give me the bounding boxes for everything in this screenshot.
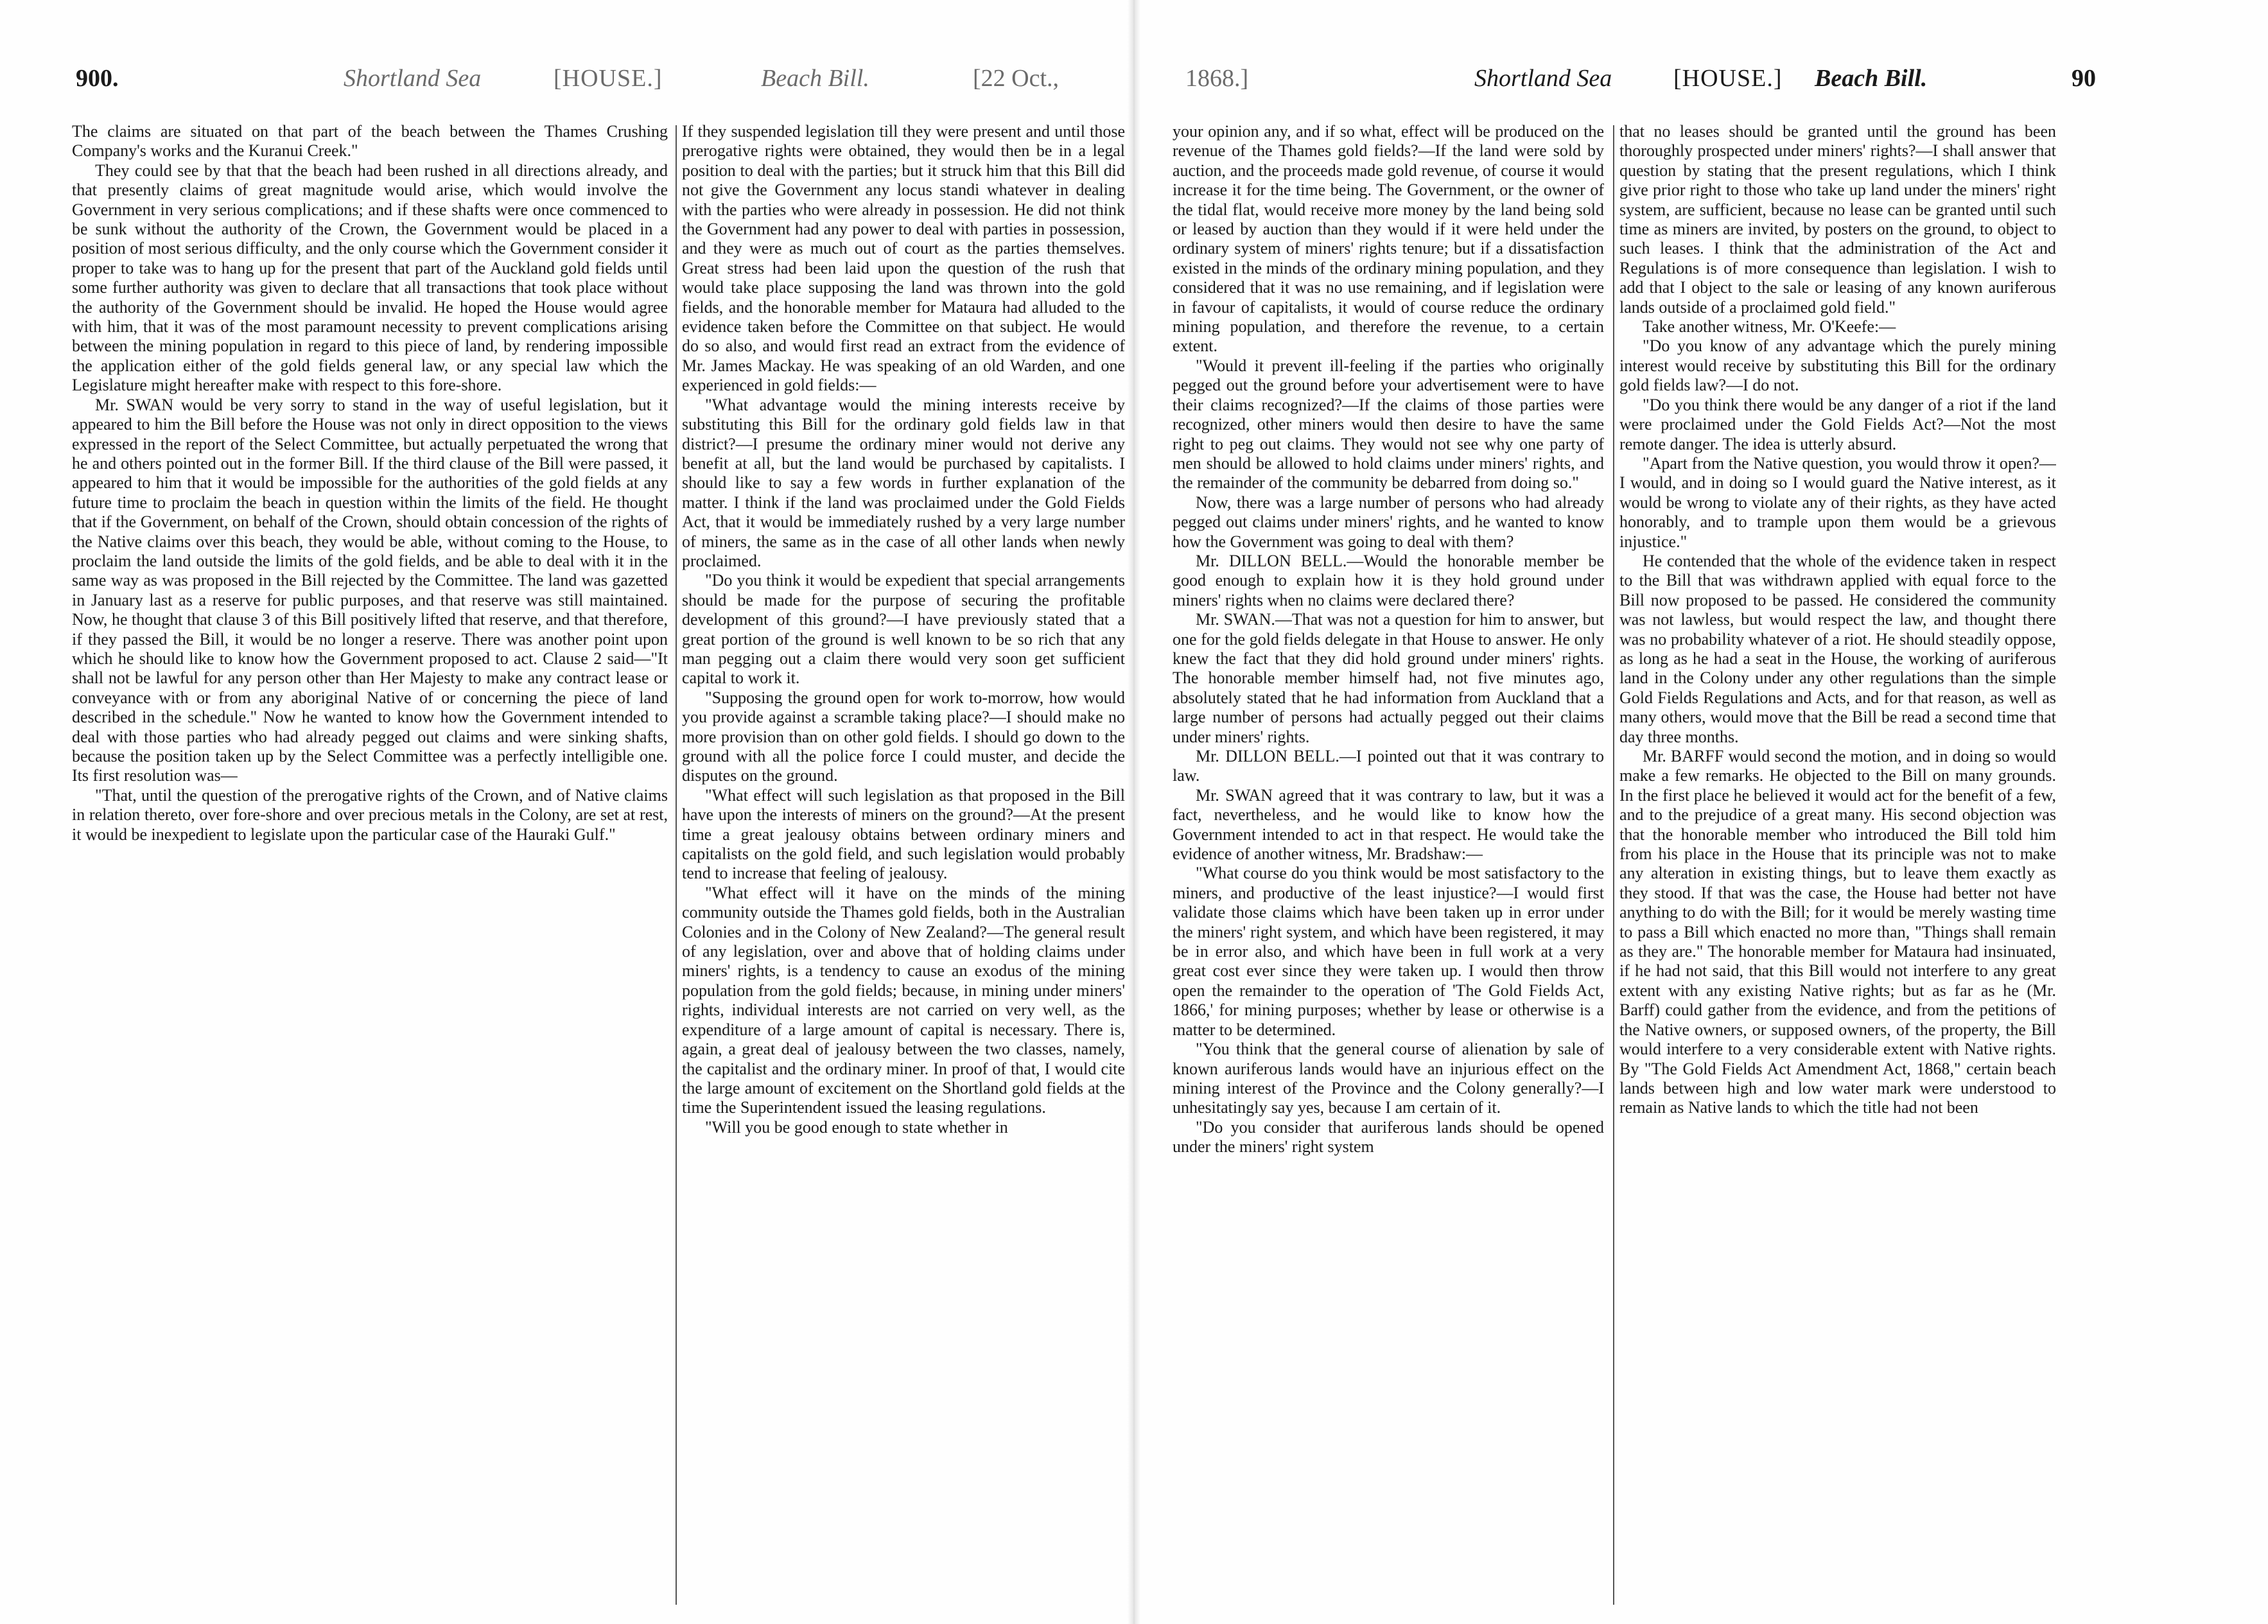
column-1 [72, 122, 668, 1611]
paragraph: Mr. BARFF would second the motion, and in doing so would make a few remarks. He objected to the Bill on many grounds. In the first place he believed it would act for the benefit of a few, and to the prejudice of a great many. His second objection was that the honorable member who introduced the Bill told him from his place in the House that its principle was not to make any alteration in existing things, but to leave them exactly as they stood. If that was the case, the House had better not have anything to do with the Bill; for it would be merely wasting time to pass a Bill which enacted no more than, "Things shall remain as they are." The honorable member for Mataura had insinuated, if he had not said, that this Bill would not interfere to any great extent with any existing Native rights; but as far as he (Mr. Barff) could gather from the evidence, and from the petitions of the Native owners, or supposed owners, of the property, the Bill would interfere to a very considerable extent with Native rights. By "The Gold Fields Act Amendment Act, 1868," certain beach lands between high and low water mark were understood to remain as Native lands to which the title had not been [1619, 747, 2056, 1117]
paragraph: "Apart from the Native question, you would throw it open?—I would, and in doing so I would guard the Native interest, as it would be wrong to violate any of their rights, as they have acted honorably, and to trample upon them would be a grievous injustice." [1619, 453, 2056, 551]
paragraph: They could see by that that the beach had been rushed in all directions already, and that presently claims of great magnitude would arise, which would involve the Government in very serious complications; and if these shafts were once commenced to be sunk without the authority of the Crown, the Government would be placed in a position of most serious difficulty, and the only course which the Government consider it proper to take was to hang up for the present that part of the Auckland gold fields until some further authority was given to declare that all transactions that took place without the authority of the Government should be invalid. He hoped the House would agree with him, that it was of the most paramount necessity to prevent complications arising between the mining population in regard to this piece of land, by rendering impossible the application either of the gold fields general law, or any special law which the Legislature might hereafter make with respect to this fore-shore. [72, 161, 668, 395]
paragraph: "You think that the general course of alienation by sale of known auriferous lands would have an injurious effect on the mining interest of the Province and the Colony generally?—I unhesitatingly say yes, because I am certain of it. [1173, 1040, 1604, 1117]
paragraph: "That, until the question of the prerogative rights of the Crown, and of Native claims in relation thereto, over fore-shore and over precious metals in the Colony, are set at rest, it would be inexpedient to legislate upon the particular case of the Hauraki Gulf." [72, 785, 668, 844]
paragraph: Mr. DILLON BELL.—I pointed out that it was contrary to law. [1173, 747, 1604, 785]
right-page-number: 90 [2072, 65, 2096, 92]
paragraph: "Would it prevent ill-feeling if the parties who originally pegged out the ground before your advertisement were to have their claims recognized?—If the claims of those parties were recognized, other miners would then desire to have the same right to peg out claims. They would not see why one party of men should be allowed to hold claims under miners' rights, and the remainder of the community be debarred from doing so." [1173, 356, 1604, 493]
paragraph: Mr. DILLON BELL.—Would the honorable member be good enough to explain how it is they hold ground under miners' rights when no claims were declared there? [1173, 551, 1604, 609]
paragraph: "Will you be good enough to state whether in [705, 1117, 1008, 1137]
paragraph: If they suspended legislation till they were present and until those prerogative rights were obtained, they would then be in a legal position to deal with the parties; but it struck him that this Bill did not give the Government any locus standi whatever in dealing with the parties who were already in possession. He did not think the Government had any power to deal with parties in possession, and they were as much out of court as the parties themselves. Great stress had been laid upon the question of the rush that would take place supposing the land was thrown into the gold fields, and the honorable member for Mataura had alluded to the evidence taken before the Committee on that subject. He would do so also, and would first read an extract from the evidence of Mr. James Mackay. He was speaking of an old Warden, and one experienced in gold fields:— [682, 122, 1125, 395]
right-date: 1868.] [1185, 65, 1249, 92]
paragraph: Mr. SWAN agreed that it was contrary to law, but it was a fact, nevertheless, and he would like to know how the Government intended to act in that respect. He would take the evidence of another witness, Mr. Bradshaw:— [1173, 785, 1604, 864]
right-bill-title: Beach Bill. [1815, 65, 1928, 92]
paragraph: Now, there was a large number of persons who had already pegged out claims under miners' rights, and he wanted to know how the Government was going to deal with them? [1173, 493, 1604, 551]
paragraph: Mr. SWAN.—That was not a question for him to answer, but one for the gold fields delegate in that House to answer. He only knew the fact that they did hold ground under miners' rights. The honorable member himself had, not five minutes ago, absolutely stated that he had information from Auckland that a large number of persons had actually pegged out their claims under miners' rights. [1173, 610, 1604, 746]
right-running-title: Shortland Sea [1474, 65, 1612, 92]
paragraph: "Do you think there would be any danger of a riot if the land were proclaimed under the Gold Fields Act?—Not the most remote danger. The idea is utterly absurd. [1619, 395, 2056, 453]
paragraph: "What effect will such legislation as that proposed in the Bill have upon the interests of miners on the ground?—At the present time a great jealousy obtains between ordinary miners and capitalists on the gold field, and such legislation would probably tend to increase that feeling of jealousy. [682, 785, 1125, 883]
paragraph: The claims are situated on that part of the beach between the Thames Crushing Company's works and the Kuranui Creek." [72, 122, 668, 161]
column-4 [1619, 122, 2056, 1611]
paragraph: your opinion any, and if so what, effect will be produced on the revenue of the Thames gold fields?—If the land were sold by auction, and the proceeds made gold revenue, of course it would increase it for the time being. The Government, or the owner of the tidal flat, would receive more money by the land being sold or leased by auction than they would if it were held under the ordinary system of miners' rights tenure; but if a dissatisfaction existed in the minds of the ordinary mining population, and they considered that it was no use remaining, and if legislation were in favour of capitalists, it would of course reduce the ordinary mining population, and therefore the revenue, to a certain extent. [1173, 122, 1604, 356]
left-page-number: 900. [76, 65, 119, 92]
right-page [1134, 0, 2268, 1624]
paragraph: Take another witness, Mr. O'Keefe:— [1643, 317, 1896, 336]
column-rule [676, 125, 677, 1605]
column-3 [1173, 122, 1604, 1611]
paragraph: Mr. SWAN would be very sorry to stand in the way of useful legislation, but it appeared to him the Bill before the House was not only in direct opposition to the views expressed in the report of the Select Committee, but actually perpetuated the wrong that he and others pointed out in the former Bill. If the third clause of the Bill were passed, it appeared to him that it would be impossible for the authorities of the gold fields at any future time to proclaim the beach in question within the limits of the field. He thought that if the Government, on behalf of the Crown, should obtain concession of the rights of the Native claims over this beach, they would be able, without coming to the House, to proclaim the land outside the limits of the gold fields, and be able to deal with it in the same way as was proposed in the Bill rejected by the Committee. The land was gazetted in January last as a reserve for public purposes, and that reserve was still maintained. Now, he thought that clause 3 of this Bill positively lifted that reserve, and that therefore, if they passed the Bill, it would be no longer a reserve. There was another point upon which he should like to know how the Government proposed to act. Clause 2 said—"It shall not be lawful for any person other than Her Majesty to make any contract lease or conveyance with or from any aboriginal Native of or concerning the piece of land described in the schedule." Now he wanted to know how the Government intended to deal with those parties who had already pegged out claims and were sinking shafts, because the position taken up by the Select Committee was a perfectly intelligible one. Its first resolution was— [72, 395, 668, 785]
paragraph: "Do you know of any advantage which the purely mining interest would receive by substituting this Bill for the ordinary gold fields law?—I do not. [1619, 336, 2056, 395]
paragraph: He contended that the whole of the evidence taken in respect to the Bill that was withdrawn applied with equal force to the Bill now proposed to be passed. He considered the community was not lawless, but would respect the law, and thought there was no probability whatever of a riot. He should steadily oppose, as long as he had a seat in the House, the working of auriferous land in the Colony under any other regulations than the simple Gold Fields Regulations and Acts, and for that reason, as well as many others, would move that the Bill be read a second time that day three months. [1619, 551, 2056, 746]
right-page-header [1134, 59, 2268, 98]
paragraph: "What advantage would the mining interests receive by substituting this Bill for the ordinary gold fields law in that district?—I presume the ordinary miner would not derive any benefit at all, but the land would be purchased by capitalists. I should like to say a few words in further explanation of the matter. I think if the land was proclaimed under the Gold Fields Act, that it would be immediately rushed by a very large number of miners, the same as in the case of all other lands when newly proclaimed. [682, 395, 1125, 570]
paragraph: "What course do you think would be most satisfactory to the miners, and productive of the least injustice?—I would first validate those claims which have been taken up in error under the miners' right system, and which have been registered, it may be in error also, and which have been in full work at a very great cost ever since they were taken up. I would then throw open the remainder to the operation of 'The Gold Fields Act, 1866,' for mining purposes; whether by lease or otherwise is a matter to be determined. [1173, 864, 1604, 1039]
paragraph: "What effect will it have on the minds of the mining community outside the Thames gold fields, both in the Australian Colonies and in the Colony of New Zealand?—The general result of any legislation, over and above that of holding claims under miners' rights, is a tendency to cause an exodus of the mining population from the gold fields; because, in mining under miners' rights, individual interests are not carried on very well, as the expenditure of a large amount of capital is necessary. There is, again, a great deal of jealousy between the two classes, namely, the capitalist and the ordinary miner. In proof of that, I would cite the large amount of excitement on the Shortland gold fields at the time the Superintendent issued the leasing regulations. [682, 883, 1125, 1117]
paragraph: "Supposing the ground open for work to-morrow, how would you provide against a scramble taking place?—I should make no more provision than on other gold fields. I should go down to the ground with all the police force I could muster, and decide the disputes on the ground. [682, 688, 1125, 785]
left-bill-title: Beach Bill. [761, 65, 869, 92]
left-page-header [0, 59, 1134, 98]
column-rule [1613, 125, 1614, 1605]
paragraph: that no leases should be granted until the ground has been thoroughly prospected under miners' rights?—I shall answer that question by stating that the present regulations, which I think give prior right to those who take up land under the miners' right system, are sufficient, because no lease can be granted until such time as miners are invited, by posters on the ground, to object to such leases. I think that the administration of the Act and Regulations is of more consequence than legislation. I wish to add that I object to the sale or leasing of any known auriferous lands outside of a proclaimed gold field." [1619, 122, 2056, 317]
paragraph: "Do you think it would be expedient that special arrangements should be made for the purpose of securing the profitable development of this ground?—I have previously stated that a great portion of the ground is well known to be so rich that any man pegging out a claim there would very soon get sufficient capital to work it. [682, 571, 1125, 688]
left-running-title: Shortland Sea [344, 65, 482, 92]
paragraph: "Do you consider that auriferous lands should be opened under the miners' right system [1173, 1117, 1604, 1157]
column-2 [682, 122, 1125, 1611]
left-date: [22 Oct., [973, 65, 1060, 92]
left-chamber: [HOUSE.] [554, 65, 663, 92]
right-chamber: [HOUSE.] [1673, 65, 1783, 92]
